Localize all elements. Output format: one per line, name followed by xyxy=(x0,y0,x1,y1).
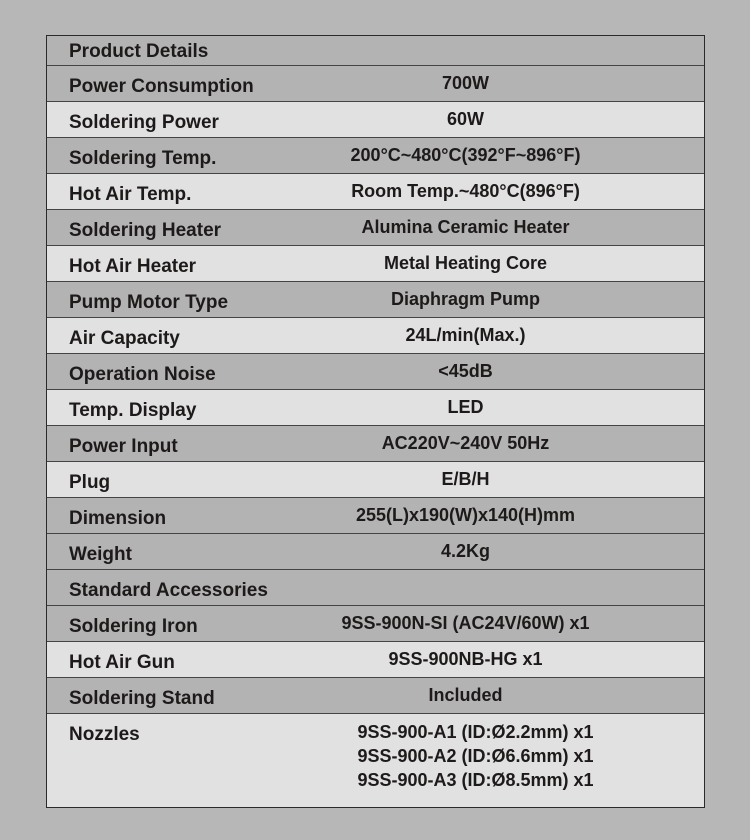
spec-row-plug xyxy=(47,462,704,498)
spec-value: 255(L)x190(W)x140(H)mm xyxy=(355,505,576,525)
spec-value: Metal Heating Core xyxy=(383,253,548,273)
spec-row-air-capacity xyxy=(47,318,704,354)
section-header-standard-accessories xyxy=(47,570,704,606)
spec-table xyxy=(46,35,705,808)
spec-label: Plug xyxy=(69,471,111,493)
spec-label: Soldering Temp. xyxy=(69,147,217,169)
spec-value: 200°C~480°C(392°F~896°F) xyxy=(350,145,581,165)
spec-row-temp-display xyxy=(47,390,704,426)
nozzle-item: 9SS-900-A1 (ID:Ø2.2mm) x1 xyxy=(357,722,594,742)
spec-label: Nozzles xyxy=(69,724,140,745)
spec-label: Air Capacity xyxy=(69,327,180,349)
spec-row-operation-noise xyxy=(47,354,704,390)
spec-value: Diaphragm Pump xyxy=(390,289,541,309)
spec-value: 4.2Kg xyxy=(440,541,491,561)
accessory-row-nozzles xyxy=(47,714,704,807)
spec-value: 60W xyxy=(446,109,484,129)
spec-row-soldering-temp xyxy=(47,138,704,174)
spec-label: Weight xyxy=(69,543,132,565)
spec-label: Hot Air Temp. xyxy=(69,183,192,205)
spec-label: Soldering Stand xyxy=(69,687,215,709)
spec-label: Pump Motor Type xyxy=(69,291,229,313)
section-title: Product Details xyxy=(69,40,209,62)
spec-value: 24L/min(Max.) xyxy=(405,325,526,345)
spec-row-power-input xyxy=(47,426,704,462)
spec-value: E/B/H xyxy=(441,469,490,489)
spec-row-soldering-power xyxy=(47,102,704,138)
spec-value: AC220V~240V 50Hz xyxy=(381,433,550,453)
spec-value: 700W xyxy=(441,73,490,93)
section-title: Standard Accessories xyxy=(69,579,268,601)
section-header-product-details xyxy=(47,36,704,66)
spec-label: Soldering Heater xyxy=(69,219,222,241)
spec-label: Temp. Display xyxy=(69,399,197,421)
spec-value: 9SS-900N-SI (AC24V/60W) x1 xyxy=(341,613,590,633)
spec-label: Hot Air Heater xyxy=(69,255,197,277)
accessory-row-soldering-stand xyxy=(47,678,704,714)
spec-value: Alumina Ceramic Heater xyxy=(361,217,570,237)
spec-row-hot-air-heater xyxy=(47,246,704,282)
spec-label: Hot Air Gun xyxy=(69,651,175,673)
spec-label: Dimension xyxy=(69,507,167,529)
nozzle-list xyxy=(287,714,704,792)
nozzle-item: 9SS-900-A3 (ID:Ø8.5mm) x1 xyxy=(357,770,594,790)
spec-row-weight xyxy=(47,534,704,570)
spec-label: Soldering Power xyxy=(69,111,219,133)
spec-label: Soldering Iron xyxy=(69,615,198,637)
spec-label: Power Consumption xyxy=(69,75,254,97)
spec-row-hot-air-temp xyxy=(47,174,704,210)
spec-label: Operation Noise xyxy=(69,363,216,385)
spec-row-pump-motor-type xyxy=(47,282,704,318)
spec-row-dimension xyxy=(47,498,704,534)
accessory-row-soldering-iron xyxy=(47,606,704,642)
spec-value: 9SS-900NB-HG x1 xyxy=(388,649,543,669)
spec-value: Room Temp.~480°C(896°F) xyxy=(351,181,580,201)
spec-row-soldering-heater xyxy=(47,210,704,246)
nozzle-item: 9SS-900-A2 (ID:Ø6.6mm) x1 xyxy=(357,746,594,766)
spec-row-power-consumption xyxy=(47,66,704,102)
spec-value: LED xyxy=(447,397,484,417)
accessory-row-hot-air-gun xyxy=(47,642,704,678)
spec-value: <45dB xyxy=(438,361,493,381)
spec-value: Included xyxy=(428,685,503,705)
spec-label: Power Input xyxy=(69,435,178,457)
